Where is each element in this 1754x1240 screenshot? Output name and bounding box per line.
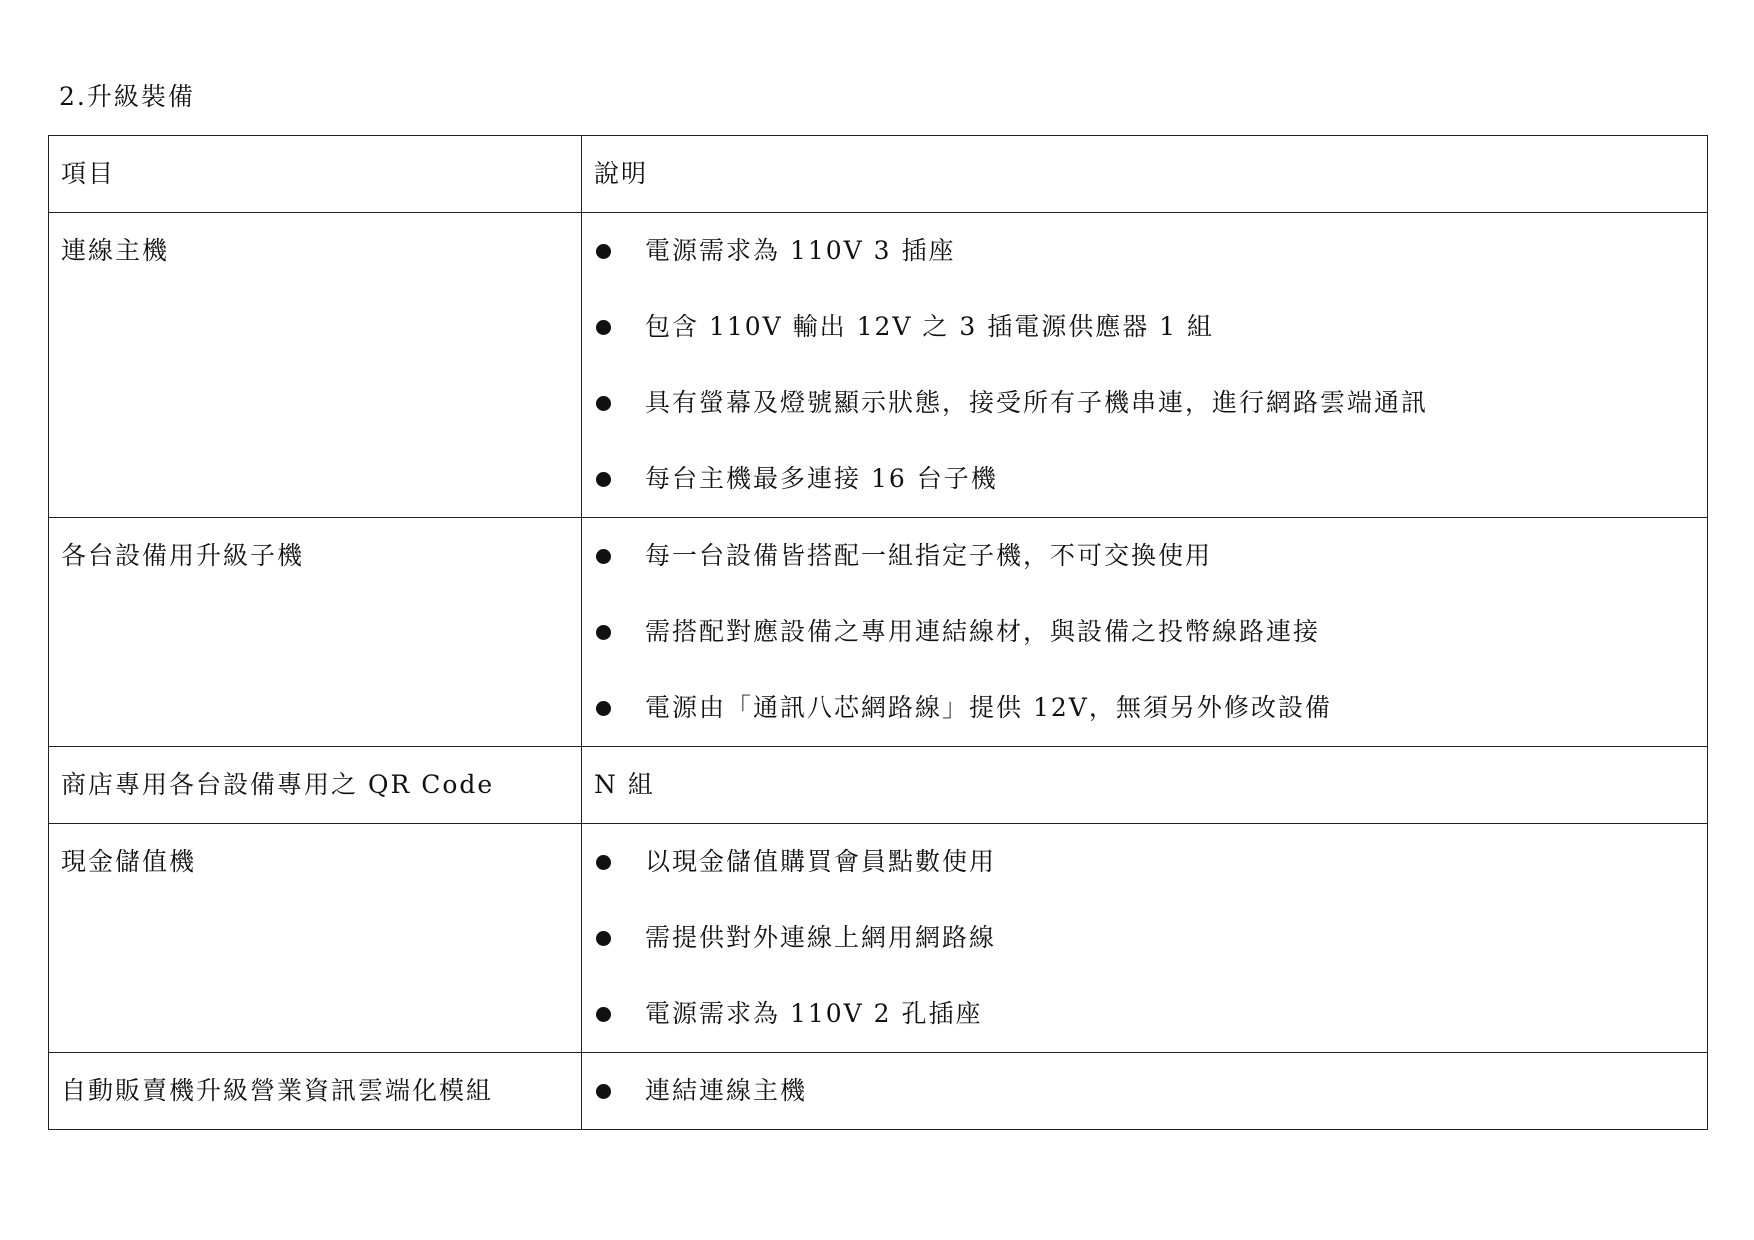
item-name: 各台設備用升級子機 [61,541,305,570]
item-name: 連線主機 [61,236,170,265]
table-row [49,824,1708,1053]
bullet-item [594,234,1695,268]
item-name: 現金儲值機 [61,847,197,876]
bullet-text: 需搭配對應設備之專用連結線材，與設備之投幣線路連接 [645,617,1321,646]
bullet-item [594,1074,1695,1108]
bullet-text: 包含 110V 輸出 12V 之 3 插電源供應器 1 組 [645,312,1215,341]
bullet-list [582,824,1707,1031]
bullet-icon [596,244,611,259]
description-cell [582,1053,1708,1130]
bullet-icon [596,855,611,870]
table-row [49,518,1708,747]
description-text: N 組 [594,770,655,799]
item-name: 自動販賣機升級營業資訊雲端化模組 [61,1076,494,1105]
description-cell [582,213,1708,518]
bullet-icon [596,1007,611,1022]
bullet-icon [596,549,611,564]
bullet-text: 電源由「通訊八芯網路線」提供 12V，無須另外修改設備 [645,693,1332,722]
table-row [49,747,1708,824]
table-row [49,1053,1708,1130]
header-item-cell [49,136,582,213]
item-cell [49,747,582,824]
bullet-item [594,997,1695,1031]
bullet-list [582,1053,1707,1108]
bullet-item [594,615,1695,649]
bullet-text: 連結連線主機 [645,1076,808,1105]
section-heading: 2.升級裝備 [59,82,195,111]
bullet-item [594,462,1695,496]
bullet-icon [596,1084,611,1099]
bullet-icon [596,396,611,411]
header-description-label: 說明 [594,159,649,188]
item-cell [49,213,582,518]
item-name: 商店專用各台設備專用之 QR Code [61,770,495,799]
item-cell [49,518,582,747]
bullet-item [594,539,1695,573]
bullet-text: 每台主機最多連接 16 台子機 [645,464,998,493]
bullet-text: 具有螢幕及燈號顯示狀態，接受所有子機串連，進行網路雲端通訊 [645,388,1429,417]
bullet-icon [596,625,611,640]
description-cell [582,518,1708,747]
bullet-icon [596,472,611,487]
description-cell [582,824,1708,1053]
bullet-text: 電源需求為 110V 2 孔插座 [645,999,983,1028]
item-cell [49,824,582,1053]
item-cell [49,1053,582,1130]
bullet-item [594,386,1695,420]
bullet-list [582,518,1707,725]
bullet-item [594,691,1695,725]
table-header-row [49,136,1708,213]
bullet-item [594,310,1695,344]
bullet-text: 電源需求為 110V 3 插座 [645,236,956,265]
bullet-item [594,921,1695,955]
bullet-text: 需提供對外連線上網用網路線 [645,923,997,952]
equipment-table [48,135,1708,1130]
description-cell [582,747,1708,824]
bullet-text: 每一台設備皆搭配一組指定子機，不可交換使用 [645,541,1213,570]
bullet-icon [596,320,611,335]
bullet-icon [596,931,611,946]
table-row [49,213,1708,518]
bullet-item [594,845,1695,879]
bullet-icon [596,701,611,716]
header-item-label: 項目 [61,159,116,188]
bullet-list [582,213,1707,496]
header-description-cell [582,136,1708,213]
bullet-text: 以現金儲值購買會員點數使用 [645,847,997,876]
